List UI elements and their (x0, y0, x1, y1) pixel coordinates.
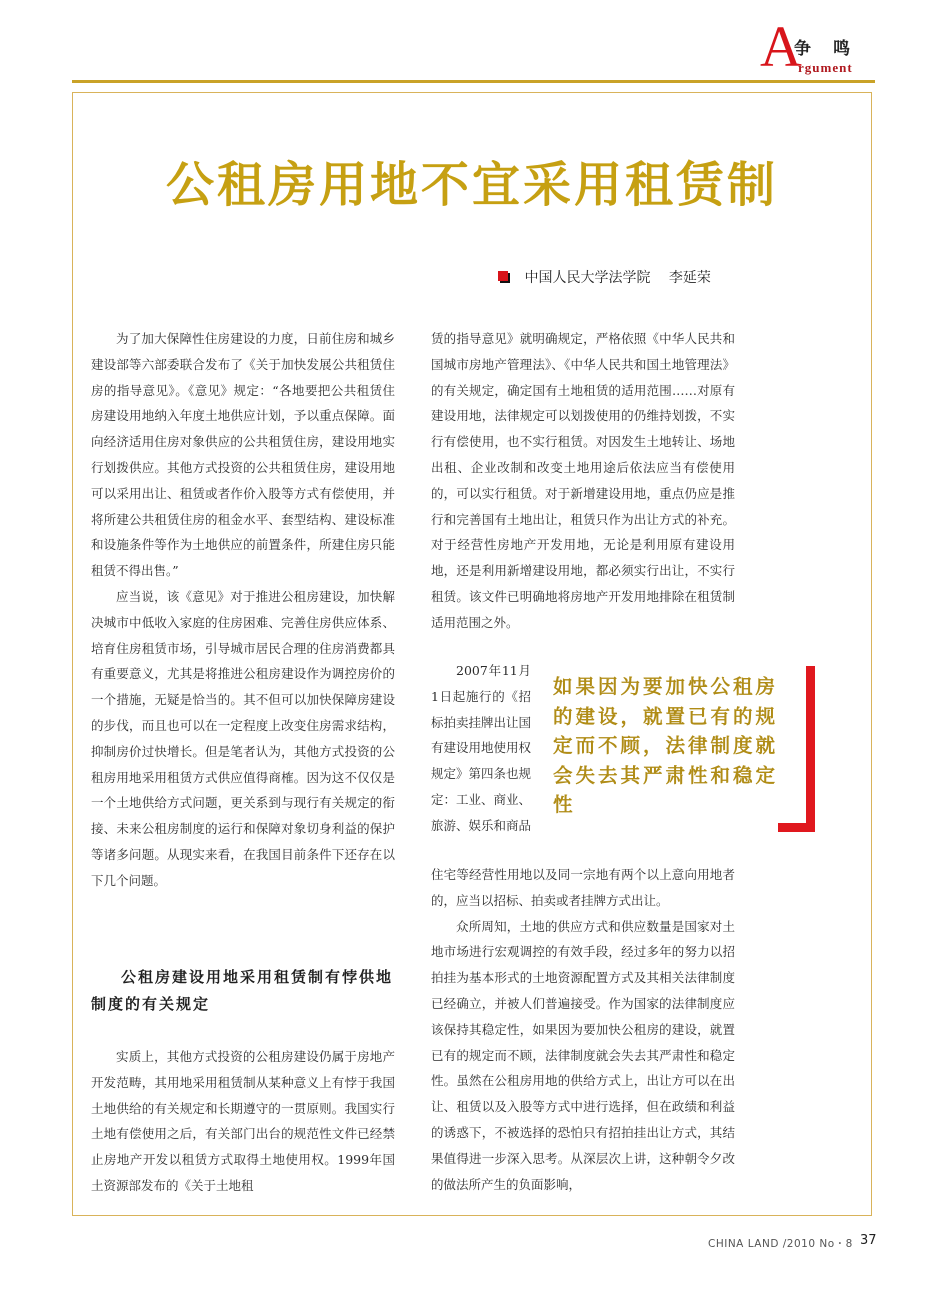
paragraph: 应当说，该《意见》对于推进公租房建设，加快解决城市中低收入家庭的住房困难、完善住房供应体系、培育住房租赁市场，引导城市居民合理的住房消费都具有重要意义，尤其是将推进公租房建设作为调控房价的一个措施，无疑是恰当的。其不但可以加快保障房建设的步伐，而且也可以在一定程度上改变住房需求结构，抑制房价过快增长。但是笔者认为，其他方式投资的公租房用地采用租赁方式供应值得商榷。因为这不仅仅是一个土地供给方式问题，更关系到与现行有关规定的衔接、未来公租房制度的运行和保障对象切身利益的保护等诸多问题。从现实来看，在我国目前条件下还存在以下几个问题。 (91, 588, 395, 888)
paragraph: 住宅等经营性用地以及同一宗地有两个以上意向用地者的，应当以招标、拍卖或者挂牌方式出让。 (431, 867, 735, 908)
byline-square-icon (498, 271, 510, 283)
pull-quote-bracket-foot (778, 823, 815, 832)
body-column-left (91, 326, 395, 894)
section-mark (760, 14, 880, 79)
paragraph: 赁的指导意见》就明确规定，严格依照《中华人民共和国城市房地产管理法》、《中华人民共和国土地管理法》的有关规定，确定国有土地租赁的适用范围……对原有建设用地，法律规定可以划拨使用的仍维持划拨，不实行有偿使用，也不实行租赁。对因发生土地转让、场地出租、企业改制和改变土地用途后依法应当有偿使用的，可以实行租赁。对于新增建设用地，重点仍应是推行和完善国有土地出让，租赁只作为出让方式的补充。对于经营性房地产开发用地，无论是利用原有建设用地，还是利用新增建设用地，都必须实行出让，不实行租赁。该文件已明确地将房地产开发用地排除在租赁制适用范围之外。 (431, 331, 735, 630)
page-number: 37 (860, 1233, 877, 1248)
body-column-narrow (431, 658, 531, 839)
author-name: 李延荣 (668, 270, 711, 286)
author-affiliation: 中国人民大学法学院 (524, 270, 651, 286)
pull-quote: 如果因为要加快公租房的建设，就置已有的规定而不顾，法律制度就会失去其严肃性和稳定性 (553, 675, 779, 816)
section-label-cn: 争鸣 (794, 39, 872, 59)
paragraph: 为了加大保障性住房建设的力度，日前住房和城乡建设部等六部委联合发布了《关于加快发展公共租赁住房的指导意见》。《意见》规定：“各地要把公共租赁住房建设用地纳入年度土地供应计划，予以重点保障。面向经济适用住房对象供应的公共租赁住房，建设用地实行划拨供应。其他方式投资的公共租赁住房，建设用地可以采用出让、租赁或者作价入股等方式有偿使用，并将所建公共租赁住房的租金水平、套型结构、建设标准和设施条件等作为土地供应的前置条件，所建住房只能租赁不得出售。” (91, 331, 395, 579)
body-column-right-lower (431, 862, 735, 1197)
body-column-right (431, 326, 735, 636)
section-label-en: rgument (798, 60, 853, 75)
byline (498, 267, 711, 287)
section-letter: A (760, 14, 802, 79)
pull-quote-bracket-icon (806, 666, 815, 832)
header-rule (72, 80, 875, 83)
paragraph: 众所周知，土地的供应方式和供应数量是国家对土地市场进行宏观调控的有效手段，经过多年的努力以招拍挂为基本形式的土地资源配置方式及其相关法律制度已经确立，并被人们普遍接受。作为国家的法律制度应该保持其稳定性，如果因为要加快公租房的建设，就置已有的规定而不顾，法律制度就会失去其严肃性和稳定性。虽然在公租房用地的供给方式上，出让方可以在出让、租赁以及入股等方式中进行选择，但在政绩和利益的诱惑下，不被选择的恐怕只有招拍挂出让方式，其结果值得进一步深入思考。从深层次上讲，这种朝令夕改的做法所产生的负面影响， (431, 918, 735, 1192)
paragraph: 2007年11月1日起施行的《招标拍卖挂牌出让国有建设用地使用权规定》第四条也规定：工业、商业、旅游、娱乐和商品 (431, 663, 532, 833)
body-column-left-lower (91, 1044, 395, 1199)
section-subheading: 公租房建设用地采用租赁制有悖供地制度的有关规定 (91, 968, 394, 1013)
journal-footer: CHINA LAND /2010 No・8 (708, 1238, 853, 1250)
article-title: 公租房用地不宜采用租赁制 (165, 157, 778, 213)
paragraph: 实质上，其他方式投资的公租房建设仍属于房地产开发范畴，其用地采用租赁制从某种意义上有悖于我国土地供给的有关规定和长期遵守的一贯原则。我国实行土地有偿使用之后，有关部门出台的规范性文件已经禁止房地产开发以租赁方式取得土地使用权。1999年国土资源部发布的《关于土地租 (91, 1049, 395, 1193)
